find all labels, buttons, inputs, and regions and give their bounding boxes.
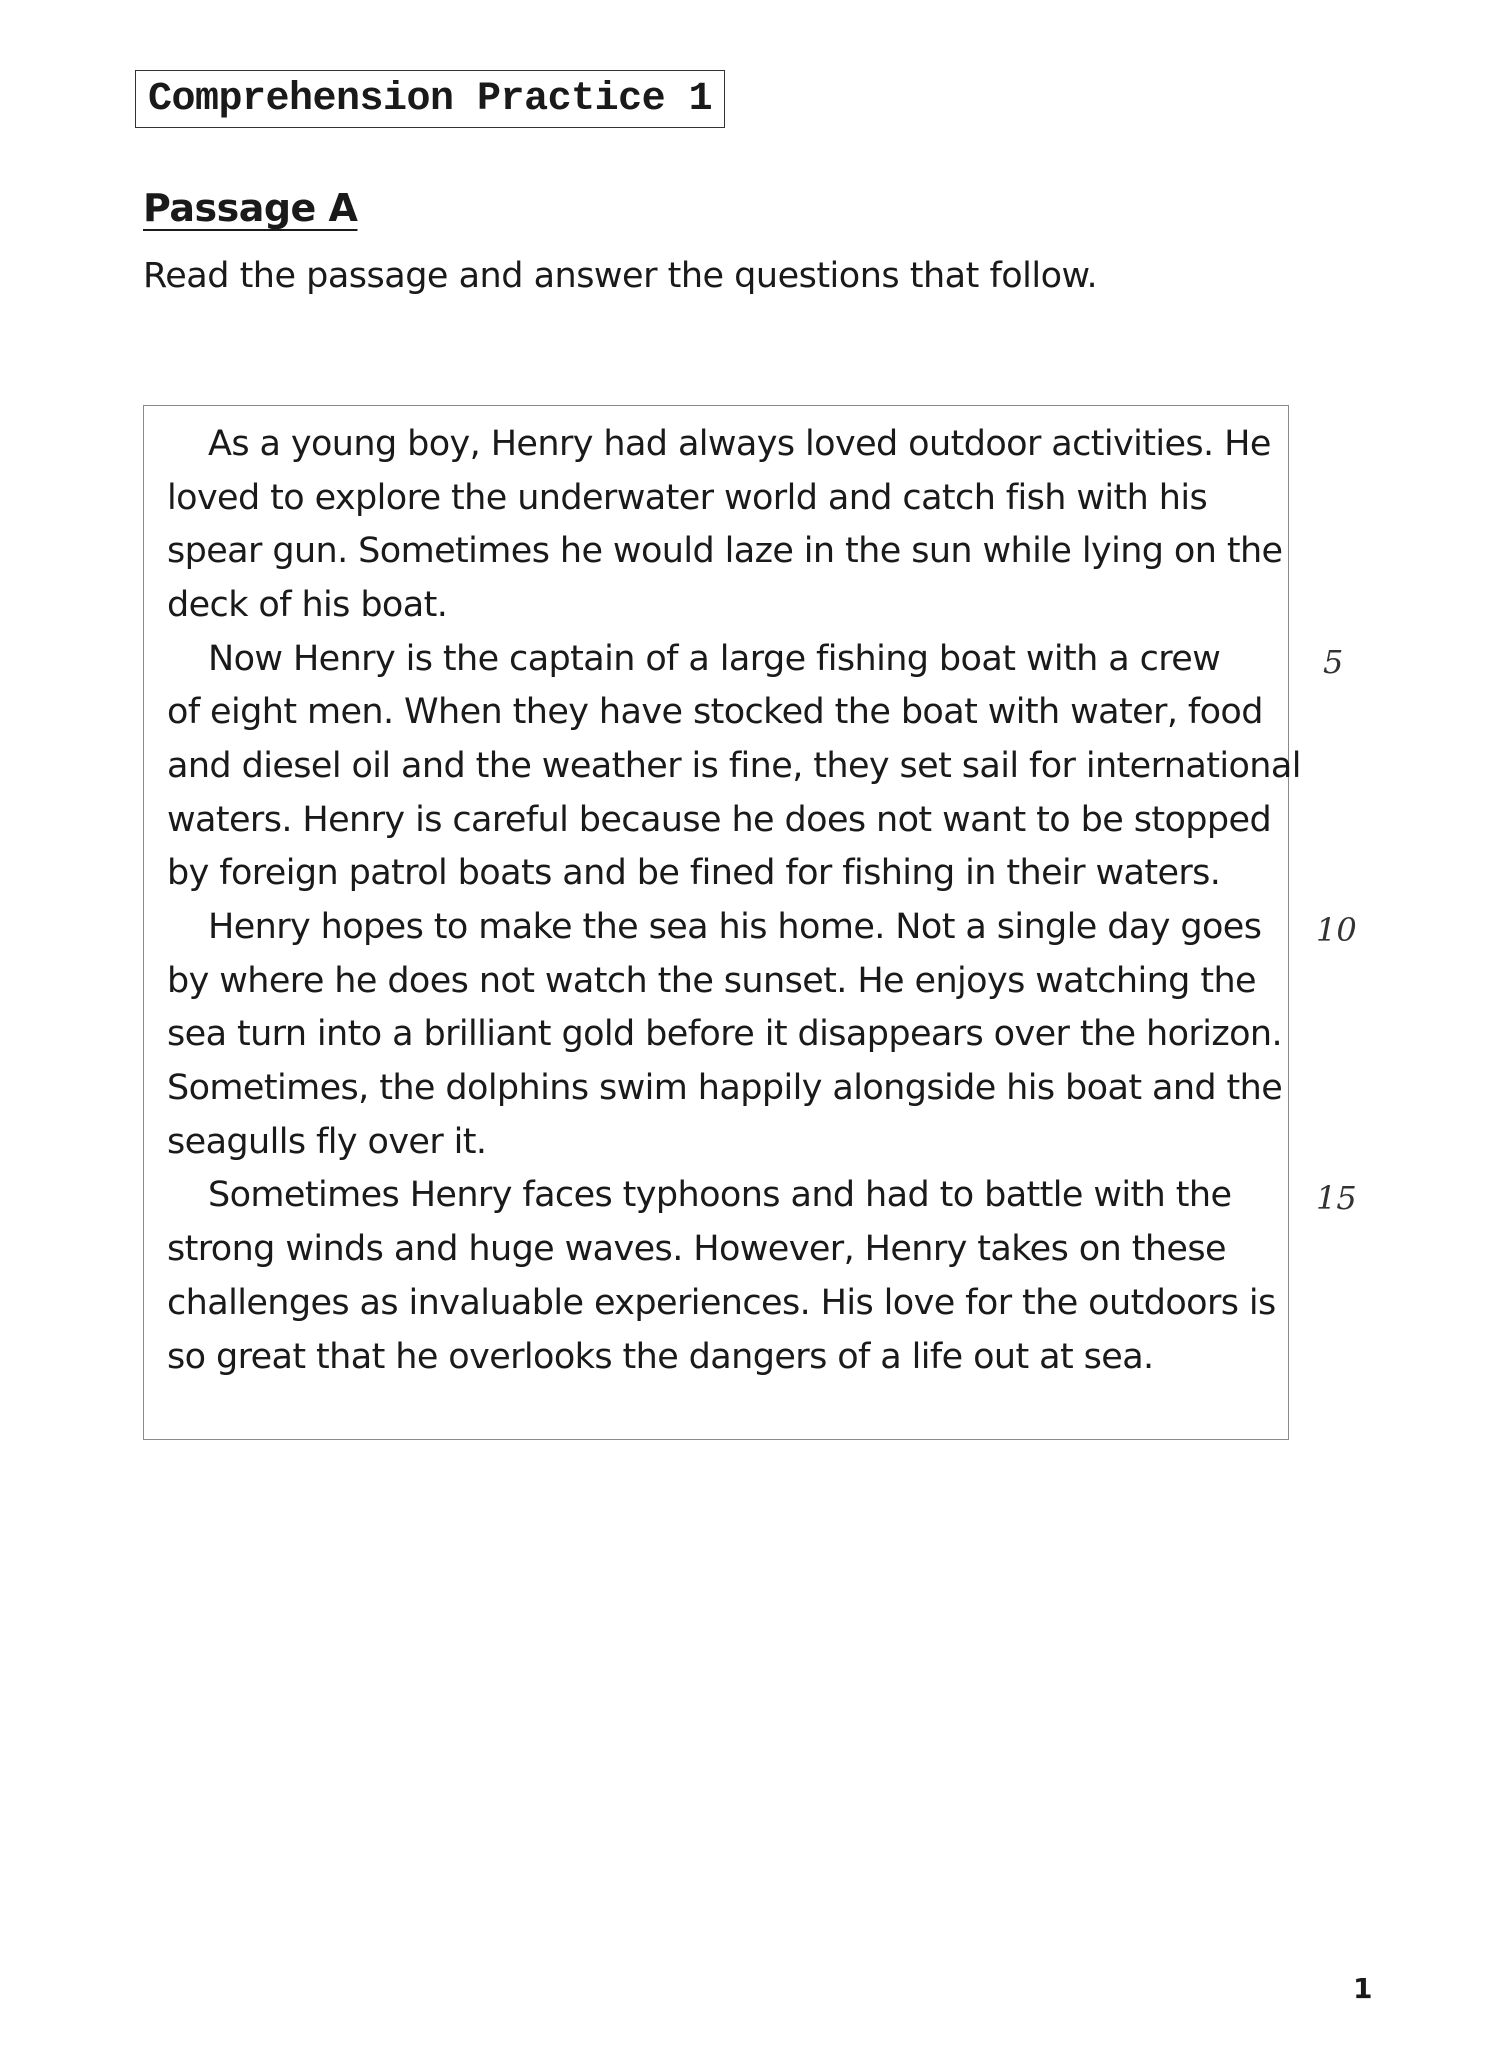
passage-line: Now Henry is the captain of a large fishing boat with a crew: [208, 639, 1221, 679]
line-number-10: 10: [1316, 911, 1357, 949]
passage-line: and diesel oil and the weather is fine, they set sail for international: [167, 746, 1301, 786]
instruction-text: Read the passage and answer the questions that follow.: [143, 256, 1098, 296]
passage-line: loved to explore the underwater world and catch fish with his: [167, 478, 1208, 518]
passage-line: Sometimes Henry faces typhoons and had to battle with the: [208, 1175, 1232, 1215]
passage-line: spear gun. Sometimes he would laze in the sun while lying on the: [167, 531, 1283, 571]
passage-line: so great that he overlooks the dangers of a life out at sea.: [167, 1337, 1154, 1377]
passage-line: Henry hopes to make the sea his home. Not a single day goes: [208, 907, 1262, 947]
passage-line: waters. Henry is careful because he does not want to be stopped: [167, 800, 1272, 840]
passage-line: deck of his boat.: [167, 585, 448, 625]
passage-line: by where he does not watch the sunset. He enjoys watching the: [167, 961, 1256, 1001]
passage-line: challenges as invaluable experiences. His love for the outdoors is: [167, 1283, 1276, 1323]
section-heading: Passage A: [143, 186, 358, 230]
passage-line: seagulls fly over it.: [167, 1122, 487, 1162]
line-number-5: 5: [1323, 643, 1344, 681]
worksheet-title: Comprehension Practice 1: [135, 70, 725, 128]
passage-line: strong winds and huge waves. However, Henry takes on these: [167, 1229, 1226, 1269]
line-number-15: 15: [1316, 1179, 1357, 1217]
passage-line: by foreign patrol boats and be fined for fishing in their waters.: [167, 853, 1221, 893]
page-number: 1: [1353, 1972, 1373, 2005]
passage-line: of eight men. When they have stocked the boat with water, food: [167, 692, 1263, 732]
passage-line: Sometimes, the dolphins swim happily alongside his boat and the: [167, 1068, 1283, 1108]
passage-line: As a young boy, Henry had always loved outdoor activities. He: [208, 424, 1271, 464]
passage-line: sea turn into a brilliant gold before it disappears over the horizon.: [167, 1014, 1283, 1054]
